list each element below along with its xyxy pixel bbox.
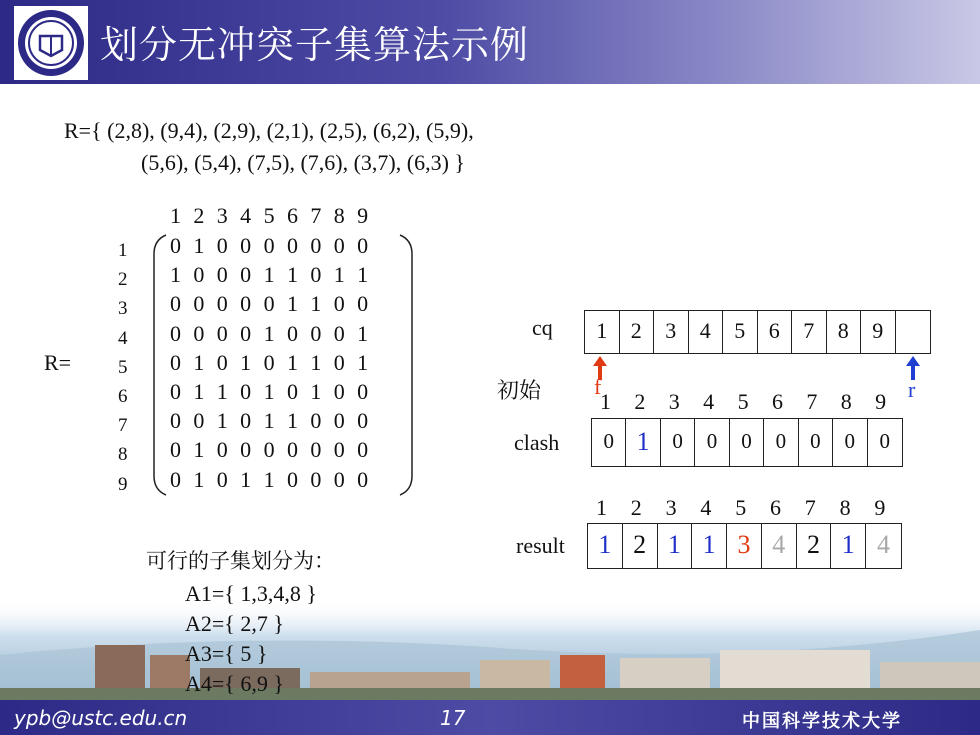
matrix-col-header: 3	[216, 203, 228, 228]
matrix-cell: 0	[170, 379, 181, 404]
matrix-cell: 0	[310, 466, 322, 492]
matrix-cell: 1	[240, 349, 252, 375]
matrix-cell: 0	[333, 437, 345, 463]
matrix-col-header: 1	[170, 203, 181, 228]
clash-index: 4	[703, 389, 715, 414]
partition-heading: 可行的子集划分为：	[146, 549, 335, 573]
matrix-cell: 0	[240, 437, 252, 463]
matrix-cell: 1	[357, 320, 369, 346]
matrix-cell: 0	[240, 233, 252, 258]
queue-cell	[896, 311, 931, 353]
matrix-cell: 0	[310, 262, 322, 288]
matrix-row	[170, 408, 381, 434]
clash-array	[591, 418, 903, 467]
matrix-cell: 0	[193, 291, 205, 317]
matrix-cell: 1	[263, 466, 275, 492]
matrix-label: R=	[44, 350, 72, 375]
matrix-cell: 0	[216, 437, 228, 463]
matrix-cell: 1	[263, 262, 275, 288]
queue-cq	[584, 310, 931, 354]
result-cell: 1	[831, 524, 866, 568]
matrix-cell: 1	[240, 466, 252, 492]
clash-index: 2	[634, 389, 646, 414]
result-index: 1	[596, 495, 607, 520]
matrix-cell: 0	[310, 437, 322, 463]
matrix-cell: 0	[263, 349, 275, 375]
matrix-row	[170, 262, 381, 288]
queue-cell: 1	[585, 311, 620, 353]
slide-footer	[0, 700, 980, 735]
result-index: 6	[769, 495, 781, 520]
matrix-cell: 0	[333, 379, 345, 404]
matrix-row-header: 4	[118, 327, 128, 349]
campus-buildings-image	[0, 600, 980, 700]
matrix-col-header: 4	[240, 203, 252, 228]
partition-set: A2={ 2,7 }	[185, 611, 284, 636]
matrix-cell: 0	[240, 408, 252, 434]
matrix-cell: 0	[193, 262, 205, 288]
matrix-cell: 0	[263, 233, 275, 258]
matrix-col-header: 5	[263, 203, 275, 228]
slide-header	[0, 0, 980, 84]
matrix-cell: 0	[333, 233, 345, 258]
matrix-row-header: 5	[118, 356, 128, 378]
matrix-cell: 0	[286, 379, 298, 404]
matrix-cell: 1	[216, 379, 228, 404]
matrix-cell: 1	[216, 408, 228, 434]
matrix-cell: 0	[310, 233, 322, 258]
matrix-cell: 1	[193, 349, 205, 375]
matrix-cell: 0	[263, 437, 275, 463]
matrix-row-header: 8	[118, 444, 128, 466]
matrix-row-headers	[118, 236, 128, 499]
result-cell: 1	[692, 524, 727, 568]
matrix-cell: 0	[170, 233, 181, 258]
matrix-right-bracket	[398, 232, 418, 498]
matrix-cell: 1	[310, 349, 322, 375]
clash-index: 9	[875, 389, 887, 414]
matrix-cell: 0	[240, 262, 252, 288]
matrix-cell: 0	[240, 379, 252, 404]
clash-cell: 0	[833, 419, 867, 466]
result-label: result	[516, 533, 565, 558]
clash-cell: 0	[730, 419, 764, 466]
matrix-cell: 0	[333, 349, 345, 375]
clash-index: 8	[840, 389, 852, 414]
clash-cell: 1	[626, 419, 660, 466]
matrix-column-headers	[170, 203, 381, 229]
relation-line-2: (5,6), (5,4), (7,5), (7,6), (3,7), (6,3) }	[141, 150, 465, 175]
matrix-row-header: 6	[118, 386, 128, 408]
matrix-cell: 0	[286, 437, 298, 463]
matrix-cell: 0	[357, 408, 369, 434]
result-index: 7	[804, 495, 816, 520]
clash-cell: 0	[879, 429, 890, 453]
result-cell: 2	[797, 524, 832, 568]
matrix-cell: 0	[310, 408, 322, 434]
slide-title: 划分无冲突子集算法示例	[100, 23, 530, 67]
clash-cell: 0	[799, 419, 833, 466]
matrix-cell: 1	[286, 262, 298, 288]
matrix-row	[170, 233, 381, 259]
matrix-cell: 0	[263, 291, 275, 317]
matrix-cell: 0	[170, 320, 181, 346]
matrix-cell: 0	[333, 291, 345, 317]
matrix-cell: 1	[170, 262, 181, 288]
matrix-col-header: 9	[357, 203, 369, 228]
matrix-cell: 0	[240, 320, 252, 346]
result-cell: 3	[727, 524, 762, 568]
matrix-row-header: 9	[118, 473, 128, 495]
clash-index: 7	[806, 389, 818, 414]
matrix-cell: 1	[263, 408, 275, 434]
result-index: 2	[630, 495, 642, 520]
matrix-cell: 0	[216, 466, 228, 492]
relation-line-1: R={ (2,8), (9,4), (2,9), (2,1), (2,5), (6,2), (5,9),	[64, 118, 474, 143]
matrix-row	[170, 350, 381, 376]
footer-email: ypb@ustc.edu.cn	[14, 706, 188, 730]
matrix-col-header: 6	[286, 203, 298, 228]
clash-cell: 0	[661, 419, 695, 466]
matrix-cell: 0	[216, 233, 228, 258]
result-index: 9	[874, 495, 886, 520]
matrix-cell: 0	[240, 291, 252, 317]
matrix-row	[170, 379, 381, 405]
result-cell: 1	[658, 524, 693, 568]
queue-label: cq	[532, 315, 553, 340]
clash-cell: 0	[592, 419, 626, 466]
matrix-col-header: 2	[193, 203, 205, 228]
partition-set: A1={ 1,3,4,8 }	[185, 581, 317, 606]
matrix-cell: 0	[357, 437, 369, 463]
matrix-cell: 0	[333, 408, 345, 434]
matrix-row-header: 7	[118, 415, 128, 437]
footer-page-number: 17	[440, 706, 466, 730]
matrix-cell: 1	[310, 291, 322, 317]
matrix-cell: 0	[357, 379, 369, 404]
clash-label: clash	[514, 430, 560, 455]
matrix-cell: 0	[286, 320, 298, 346]
clash-cell: 0	[764, 419, 798, 466]
initial-state-label: 初始	[497, 379, 542, 404]
matrix-cell: 0	[193, 408, 205, 434]
matrix-row-header: 3	[118, 298, 128, 320]
matrix-cell: 1	[333, 262, 345, 288]
matrix-cell: 0	[193, 320, 205, 346]
matrix-row-header: 1	[118, 240, 128, 261]
result-index: 3	[665, 495, 677, 520]
result-cell: 4	[762, 524, 797, 568]
result-index: 8	[839, 495, 851, 520]
matrix-cell: 0	[357, 291, 369, 317]
matrix-col-header: 7	[310, 203, 322, 228]
result-cell: 2	[623, 524, 658, 568]
matrix-cell: 1	[286, 349, 298, 375]
matrix-cell: 1	[310, 379, 322, 404]
result-index: 5	[735, 495, 747, 520]
matrix-cell: 1	[193, 379, 205, 404]
queue-cell: 6	[758, 311, 793, 353]
matrix-cell: 1	[193, 437, 205, 463]
clash-index: 6	[771, 389, 783, 414]
result-cell: 4	[877, 530, 890, 559]
matrix-cell: 1	[193, 466, 205, 492]
queue-cell: 2	[620, 311, 655, 353]
rear-pointer-label: r	[908, 377, 916, 402]
queue-cell: 8	[827, 311, 862, 353]
queue-cell: 9	[861, 311, 896, 353]
matrix-cell: 1	[193, 233, 205, 258]
matrix-cell: 0	[170, 437, 181, 463]
queue-cell: 4	[689, 311, 724, 353]
result-index: 4	[700, 495, 712, 520]
result-cell: 1	[588, 524, 623, 568]
matrix-cell: 0	[216, 262, 228, 288]
matrix-row	[170, 467, 381, 493]
matrix-cell: 1	[263, 379, 275, 404]
matrix-cell: 0	[310, 320, 322, 346]
matrix-cell: 0	[170, 349, 181, 375]
matrix-cell: 0	[286, 233, 298, 258]
matrix-left-bracket	[148, 232, 168, 498]
queue-cell: 7	[792, 311, 827, 353]
matrix-cell: 0	[286, 466, 298, 492]
result-array	[587, 523, 902, 569]
matrix-cell: 0	[357, 233, 369, 258]
matrix-cell: 1	[286, 291, 298, 317]
matrix-cell: 0	[333, 320, 345, 346]
clash-index: 3	[668, 389, 680, 414]
partition-set: A4={ 6,9 }	[185, 671, 284, 696]
matrix-cell: 0	[170, 291, 181, 317]
matrix-cell: 1	[263, 320, 275, 346]
matrix-cell: 0	[216, 349, 228, 375]
matrix-cell: 0	[170, 408, 181, 434]
matrix-cell: 0	[333, 466, 345, 492]
matrix-cell: 1	[357, 349, 369, 375]
matrix-cell: 1	[357, 262, 369, 288]
matrix-cell: 0	[216, 291, 228, 317]
queue-cell: 5	[723, 311, 758, 353]
clash-index: 5	[737, 389, 749, 414]
matrix-row	[170, 321, 381, 347]
queue-cell: 3	[654, 311, 689, 353]
matrix-col-header: 8	[333, 203, 345, 228]
matrix-row	[170, 291, 381, 317]
matrix-row	[170, 437, 381, 463]
matrix-cell: 0	[216, 320, 228, 346]
footer-organization: 中国科学技术大学	[742, 711, 902, 732]
result-index-row	[596, 495, 909, 521]
matrix-row-header: 2	[118, 269, 128, 291]
clash-cell: 0	[695, 419, 729, 466]
matrix-cell: 0	[357, 466, 369, 492]
front-pointer-label: f	[594, 374, 602, 399]
clash-index: 1	[600, 389, 611, 414]
matrix-cell: 1	[286, 408, 298, 434]
matrix-cell: 0	[170, 466, 181, 492]
clash-index-row	[600, 389, 910, 415]
university-seal-icon	[14, 6, 88, 80]
partition-set: A3={ 5 }	[185, 641, 268, 666]
